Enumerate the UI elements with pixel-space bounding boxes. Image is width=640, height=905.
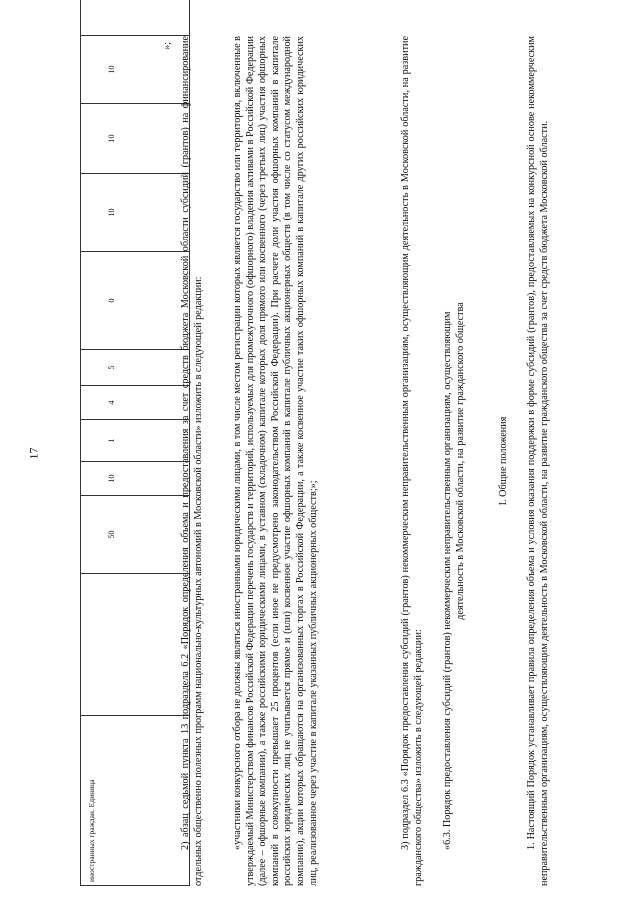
table-cell <box>81 0 190 36</box>
table-cell: 10 <box>81 104 190 174</box>
quote-end: »; <box>162 42 173 50</box>
table-cell: 1 <box>81 420 190 462</box>
rotated-content <box>80 36 620 886</box>
table-cell-label: иностранных граждан. Единица <box>81 716 190 886</box>
table-row <box>81 0 190 886</box>
paragraph-3: 3) подраздел 6.3 «Порядок предоставления субсидий (грантов) некоммерческим неправительственным организациям, осуществляющим деятельность в Московской области, на развитие гражданского общества» изложить в следующей редакции: <box>400 36 424 886</box>
table-cell: 0 <box>81 252 190 350</box>
table-cell: 10 <box>81 174 190 252</box>
table-cell <box>81 574 190 716</box>
data-table <box>80 0 190 886</box>
table-cell: 10 <box>81 462 190 496</box>
section-title: I. Общие положения <box>498 416 509 506</box>
table-cell: 50 <box>81 496 190 574</box>
page-number: 17 <box>26 447 41 460</box>
table-cell: 5 <box>81 350 190 386</box>
paragraph-general-1: 1. Настоящий Порядок устанавливает правила определения объема и условия оказания поддержки в форме субсидий (грантов), предоставляемых на конкурсной основе некоммерческим неправительственным организациям, осуществляющим деятельность в Московской области, на развитие гражданского общества за счет средств бюджета Московской области. <box>526 36 550 886</box>
subsection-heading-line1: «6.3. Порядок предоставления субсидий (грантов) некоммерческим неправительственным организациям, осуществляющим <box>442 311 453 850</box>
subsection-heading-line2: деятельность в Московской области, на развитие гражданского общества <box>455 302 466 620</box>
paragraph-2: 2) абзац седьмой пункта 13 подраздела 6.2 «Порядок определения объема и предоставления за счет средств бюджета Московской области субсидий (грантов) на финансирование отдельных общественно полезных программ национально-культурных автономий в Московской области» изложить в следующей редакции: <box>180 36 204 886</box>
paragraph-offshore: «участники конкурсного отбора не должны являться иностранными юридическими лицами, в том числе местом регистрации которых является государство или территория, включенные в утверждаемый Министерством финансов Российской Федерации перечень государств и территорий, используемых для промежуточного (офшорного) владения активами в Российской Федерации (далее – офшорные компании), а также российскими юридическими лицами, в уставном (складочном) капитале которых доля прямого или косвенного (через третьих лиц) участия офшорных компаний в совокупности превышает 25 процентов (если иное не предусмотрено законодательством Российской Федерации). При расчете доли участия офшорных компаний в капитале российских юридических лиц не учитывается прямое и (или) косвенное участие офшорных компаний в капитале публичных акционерных обществ (в том числе со статусом международной компании), акции которых обращаются на организованных торгах в Российской Федерации, а также косвенное участие таких офшорных компаний в капитале других российских юридических лиц, реализованное через участие в капитале указанных публичных акционерных обществ;»; <box>232 36 319 886</box>
table-cell: 10 <box>81 36 190 104</box>
table-cell: 4 <box>81 386 190 420</box>
